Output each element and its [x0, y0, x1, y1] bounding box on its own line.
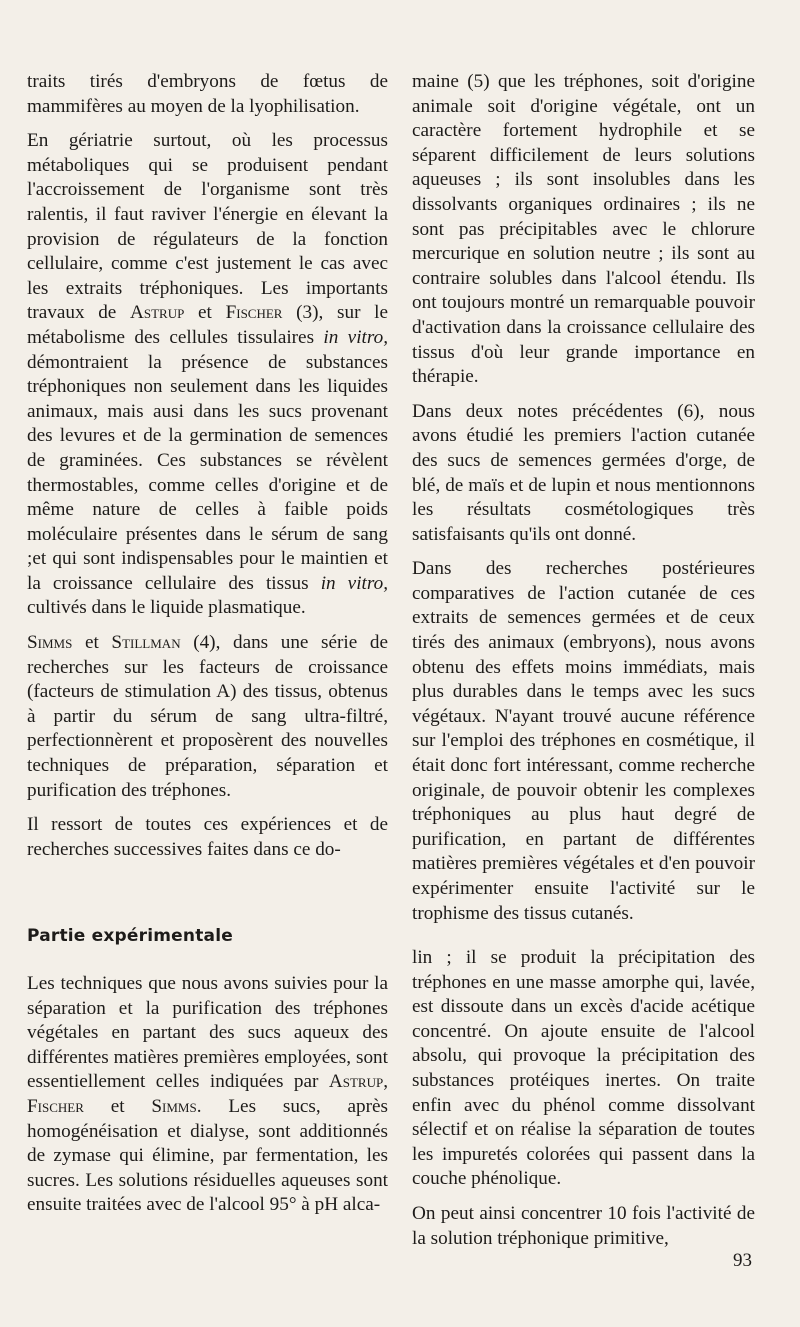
author-name: Simms [27, 632, 73, 654]
paragraph [27, 70, 388, 119]
text: et [72, 632, 112, 654]
italic-term: in vitro, [320, 572, 388, 594]
section-heading: Partie expérimentale [27, 926, 233, 946]
text: Il ressort de toutes ces expériences et de recherches successives faites dans ce do- [27, 814, 388, 860]
text: En gériatrie surtout, où les processus métaboliques qui se produisent pendant l'accroissement de l'organisme sont très ralentis, il faut raviver l'énergie en élevant la provision de régulateurs de la fonction cellulaire, comme c'est justement le cas avec les extraits tréphoniques. Les importants travaux de [27, 130, 388, 324]
paragraph [27, 972, 388, 1218]
text: et [184, 302, 226, 324]
text: (3), sur le métabolisme des cellules tissulaires [27, 302, 388, 348]
paragraph [27, 631, 388, 803]
paragraph [412, 557, 755, 926]
text: , [383, 1071, 388, 1093]
left-column-bottom [27, 972, 388, 1228]
author-name: Fischer [225, 302, 283, 324]
text: démontraient la présence de substances tréphoniques non seulement dans les liquides animaux, mais ausi dans les sucs provenant des levures et de la germination de semences de graminées. Ces substances se révèlent thermostables, comme celles d'origine et de même nature de celles à faible poids moléculaire présentes dans le sérum de sang ;et qui sont indispensables pour le maintien et la croissance cellulaire des tissus [27, 351, 388, 594]
text: Les techniques que nous avons suivies pour la séparation et la purification des tréphones végétales en partant des sucs aqueux des différentes matières premières employées, sont essentiellement celles indiquées par [27, 973, 388, 1093]
paragraph [412, 70, 755, 390]
paragraph [412, 400, 755, 548]
author-name: Astrup [130, 302, 185, 324]
paragraph [27, 129, 388, 621]
text: maine (5) que les tréphones, soit d'origine animale soit d'origine végétale, ont un caractère fortement hydrophile et se séparent difficilement de leurs solutions aqueuses ; ils sont insolubles dans les dissolvants organiques ordinaires ; ils ne sont pas précipitables avec le chlorure mercurique en solution neutre ; ils sont au contraire solubles dans l'alcool étendu. Ils ont toujours montré un remarquable pouvoir d'activation dans la croissance cellulaire des tissus d'où leur grande importance en thérapie. [412, 71, 755, 388]
paragraph [412, 1202, 755, 1251]
author-name: Astrup [328, 1071, 384, 1093]
author-name: Stillman [111, 632, 181, 654]
text: On peut ainsi concentrer 10 fois l'activité de la solution tréphonique primitive, [412, 1202, 755, 1249]
left-column-top [27, 70, 388, 872]
author-name: Fischer [27, 1095, 84, 1117]
paragraph [27, 813, 388, 862]
text: lin ; il se produit la précipitation des tréphones en une masse amorphe qui, lavée, est dissoute dans un excès d'acide acétique concentré. On ajoute ensuite de l'alcool absolu, qui provoque la précipitation des substances protéiques inertes. On traite enfin avec du phénol comme dissolvant sélectif et on réalise la séparation de toutes les impuretés colorées qui passent dans la couche phénolique. [412, 947, 755, 1190]
text: Dans des recherches postérieures comparatives de l'action cutanée de ces extraits de semences germées et de ceux tirés des animaux (embryons), nous avons obtenu des effets moins immédiats, mais plus durables dans le temps avec les sucs végétaux. N'ayant trouvé aucune référence sur l'emploi des tréphones en cosmétique, il était donc fort intéressant, comme recherche originale, de pouvoir obtenir les complexes tréphoniques au plus haut degré de purification, en partant de différentes matières premières végétales et d'en pouvoir expérimenter ensuite l'activité sur le trophisme des tissus cutanés. [412, 558, 755, 924]
text: et [83, 1095, 152, 1117]
author-name: Simms [151, 1095, 197, 1117]
paragraph [412, 946, 755, 1192]
italic-term: in vitro, [323, 326, 389, 348]
text: (4), dans une série de recherches sur les facteurs de croissance (facteurs de stimulation A) des tissus, obtenus à partir du sérum de sang ultra-filtré, perfectionnèrent et proposèrent des nouvelles techniques de préparation, séparation et purification des tréphones. [27, 632, 388, 801]
text: cultivés dans le liquide plasmatique. [27, 597, 306, 619]
right-column-top [412, 70, 755, 936]
page-number: 93 [733, 1250, 752, 1271]
text: Dans deux notes précédentes (6), nous avons étudié les premiers l'action cutanée des sucs de semences germées d'orge, de blé, de maïs et de lupin et nous mentionnons les résultats cosmétologiques très satisfaisants qu'ils ont donné. [412, 400, 755, 545]
right-column-bottom [412, 946, 755, 1261]
text: . Les sucs, après homogénéisation et dialyse, sont additionnés de zymase qui élimine, par fermentation, les sucres. Les solutions résiduelles aqueuses sont ensuite traitées avec de l'alcool 95° à pH alca- [27, 1095, 388, 1216]
text: traits tirés d'embryons de fœtus de mammifères au moyen de la lyophilisation. [27, 71, 388, 117]
